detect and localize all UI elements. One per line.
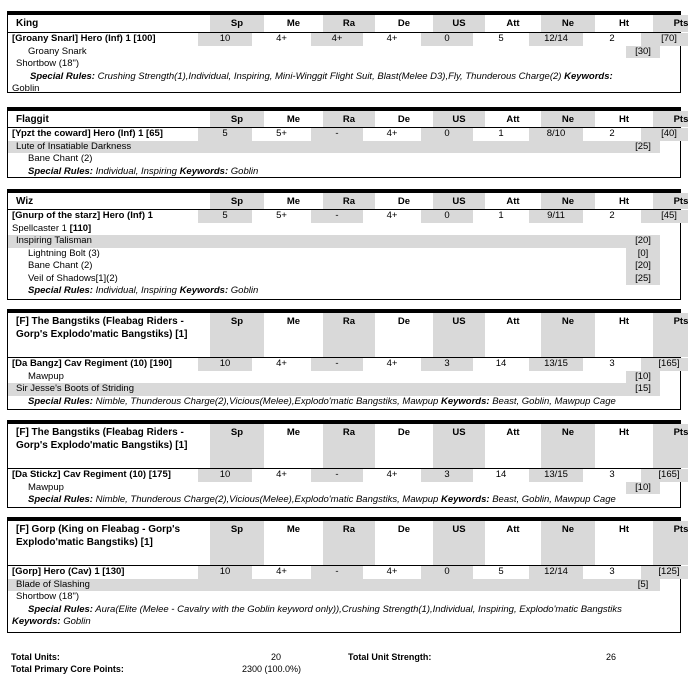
hero-row [8, 210, 680, 223]
keywords-label: Keywords: [179, 165, 229, 177]
total-units-value: 20 [271, 652, 282, 662]
equipment-points: [25] [626, 141, 660, 154]
equipment-name: Shortbow (18") [16, 58, 80, 69]
hero-row [8, 128, 680, 141]
col-header-att: Att [506, 427, 520, 438]
equipment-row [8, 46, 680, 59]
col-header-ne: Ne [541, 15, 595, 32]
equipment-points: [25] [626, 273, 660, 286]
equipment-row [8, 591, 680, 604]
stat-att: 5 [498, 566, 504, 577]
equipment-points: [10] [626, 371, 660, 384]
stat-ne: 13/15 [529, 469, 583, 482]
total-points-value: 2300 (100.0%) [242, 664, 302, 674]
col-header-us: US [433, 521, 485, 565]
stat-ne: 13/15 [529, 358, 583, 371]
equipment-points: [0] [626, 248, 660, 261]
equipment-name: Inspiring Talisman [8, 235, 626, 248]
stat-us: 0 [421, 128, 473, 141]
equipment-points: [20] [626, 260, 660, 273]
stat-us: 0 [421, 566, 473, 579]
col-header-de: De [397, 524, 411, 535]
col-header-me: Me [286, 114, 301, 125]
col-header-ht: Ht [618, 427, 630, 438]
equipment-name: Bane Chant (2) [28, 153, 93, 164]
equipment-name: Veil of Shadows[1](2) [28, 272, 118, 284]
keywords-row [8, 616, 680, 628]
stat-de: 4+ [386, 128, 398, 139]
col-header-sp: Sp [210, 313, 264, 357]
stat-sp: 10 [198, 33, 252, 46]
unit-header [8, 111, 688, 128]
unit-header [8, 15, 688, 33]
equipment-name: Shortbow (18") [16, 591, 80, 602]
col-header-ne: Ne [541, 521, 595, 565]
rules-label: Special Rules: [28, 395, 93, 407]
col-header-ht: Ht [618, 196, 630, 207]
stat-de: 4+ [386, 33, 398, 44]
stat-us: 0 [421, 210, 473, 223]
keywords-text: Goblin [230, 165, 259, 177]
rules-text: Nimble, Thunderous Charge(2),Vicious(Melee),Explodo'matic Bangstiks, Mawpup [95, 395, 439, 407]
col-header-ra: Ra [323, 15, 375, 32]
stat-att: 5 [498, 33, 504, 44]
keywords-label: Keywords: [12, 615, 61, 627]
rules-label: Special Rules: [28, 603, 93, 615]
equipment-points: [5] [626, 579, 660, 592]
stat-pts: [165] [641, 469, 688, 482]
col-header-ne: Ne [541, 313, 595, 357]
col-header-de: De [397, 18, 411, 29]
col-header-sp: Sp [210, 521, 264, 565]
col-header-us: US [433, 193, 485, 209]
hero-points: [110] [69, 222, 92, 234]
rules-label: Special Rules: [28, 285, 93, 296]
equipment-points [626, 58, 660, 71]
unit-card-flaggit [7, 107, 688, 178]
stat-sp: 5 [198, 210, 252, 223]
unit-header [8, 424, 688, 469]
stat-me: 4+ [276, 566, 287, 577]
unit-header [8, 193, 688, 210]
equipment-points: [15] [626, 383, 660, 396]
rules-text: Crushing Strength(1),Individual, Inspiring, Mini-Winggit Flight Suit, Blast(Melee D3),Fly, Thunderous Charge(2) [97, 70, 562, 82]
equipment-name: Bane Chant (2) [28, 260, 93, 271]
equipment-name: Mawpup [28, 481, 64, 493]
equipment-name: Mawpup [28, 370, 64, 382]
equipment-row [8, 248, 680, 261]
stat-att: 1 [498, 128, 504, 139]
stat-ra: - [311, 358, 363, 371]
equipment-row [8, 579, 680, 592]
total-strength-value: 26 [606, 652, 617, 662]
total-strength-label: Total Unit Strength: [348, 652, 432, 662]
unit-card-king [7, 11, 688, 94]
equipment-points: [30] [626, 46, 660, 59]
stat-ra: - [311, 210, 363, 223]
stat-ht: 2 [609, 128, 615, 139]
col-header-ne: Ne [541, 193, 595, 209]
col-header-ra: Ra [323, 521, 375, 565]
col-header-me: Me [286, 196, 301, 207]
equipment-row [8, 273, 680, 286]
equipment-name: Sir Jesse's Boots of Striding [8, 383, 626, 396]
total-units-label: Total Units: [11, 652, 60, 662]
unit-title: Flaggit [16, 114, 49, 125]
equipment-name: Blade of Slashing [8, 579, 626, 592]
unit-title: King [16, 18, 39, 29]
total-points-label: Total Primary Core Points: [11, 664, 124, 674]
keywords-text: Goblin [63, 615, 91, 627]
stat-ra: - [311, 128, 363, 141]
col-header-de: De [397, 114, 411, 125]
keywords-text: Beast, Goblin, Mawpup Cage [492, 494, 616, 505]
unit-card-wiz [7, 189, 688, 300]
keywords-row [8, 83, 680, 95]
col-header-ht: Ht [618, 316, 630, 327]
stat-att: 14 [495, 358, 507, 369]
rules-label: Special Rules: [28, 494, 93, 505]
hero-line: [Gnurp of the starz] Hero (Inf) 1 [12, 210, 153, 221]
unit-card-bangstiks-2 [7, 420, 688, 508]
col-header-ra: Ra [323, 424, 375, 468]
col-header-ne: Ne [541, 111, 595, 127]
col-header-de: De [397, 196, 411, 207]
col-header-pts: Pts [653, 521, 688, 565]
col-header-ht: Ht [618, 114, 630, 125]
keywords-text: Goblin [230, 285, 259, 296]
stat-ra: 4+ [311, 33, 363, 46]
equipment-row [8, 260, 680, 273]
col-header-ht: Ht [618, 524, 630, 535]
hero-row [8, 566, 680, 579]
equipment-points: [10] [626, 482, 660, 495]
col-header-me: Me [286, 18, 301, 29]
stat-sp: 10 [198, 566, 252, 579]
col-header-ra: Ra [323, 313, 375, 357]
keywords-text: Goblin [12, 82, 40, 94]
stat-me: 4+ [276, 33, 287, 44]
stat-sp: 5 [198, 128, 252, 141]
col-header-att: Att [506, 196, 520, 207]
totals [11, 652, 681, 676]
spellcaster-line: Spellcaster 1 [12, 222, 67, 234]
stat-me: 4+ [276, 469, 287, 480]
col-header-sp: Sp [210, 111, 264, 127]
equipment-name: Lute of Insatiable Darkness [8, 141, 626, 154]
special-rules [8, 396, 680, 408]
hero-line: [Da Stickz] Cav Regiment (10) [175] [12, 469, 171, 480]
rules-text: Nimble, Thunderous Charge(2),Vicious(Melee),Explodo'matic Bangstiks, Mawpup [95, 494, 439, 505]
unit-title: [F] Gorp (King on Fleabag - Gorp's Explodo'matic Bangstiks) [1] [16, 524, 181, 548]
stat-pts: [45] [641, 210, 688, 223]
keywords-label: Keywords: [179, 285, 229, 296]
col-header-att: Att [506, 316, 520, 327]
col-header-de: De [397, 427, 411, 438]
col-header-me: Me [286, 316, 301, 327]
col-header-us: US [433, 15, 485, 32]
rules-text: Aura(Elite (Melee - Cavalry with the Goblin keyword only)),Crushing Strength(1),Individual, Inspiring, Explodo'matic Bangstiks [95, 603, 622, 615]
special-rules [8, 604, 680, 616]
col-header-sp: Sp [210, 424, 264, 468]
keywords-label: Keywords: [564, 70, 613, 82]
col-header-ra: Ra [323, 193, 375, 209]
stat-me: 5+ [276, 210, 287, 221]
col-header-us: US [433, 313, 485, 357]
col-header-ra: Ra [323, 111, 375, 127]
unit-title: [F] The Bangstiks (Fleabag Riders - Gorp's Explodo'matic Bangstiks) [1] [16, 316, 188, 340]
equipment-name: Lightning Bolt (3) [28, 247, 100, 259]
col-header-ne: Ne [541, 424, 595, 468]
stat-pts: [125] [641, 566, 688, 579]
special-rules [8, 71, 680, 83]
stat-sp: 10 [198, 469, 252, 482]
stat-att: 14 [495, 469, 507, 480]
stat-me: 4+ [276, 358, 287, 369]
col-header-me: Me [286, 524, 301, 535]
equipment-points: [20] [626, 235, 660, 248]
unit-card-bangstiks-1 [7, 309, 688, 410]
stat-ra: - [311, 566, 363, 579]
stat-pts: [40] [641, 128, 688, 141]
keywords-label: Keywords: [440, 494, 490, 505]
special-rules [8, 285, 680, 297]
col-header-att: Att [506, 18, 520, 29]
unit-header [8, 313, 688, 358]
equipment-row [8, 371, 680, 384]
stat-ht: 3 [609, 358, 615, 369]
stat-us: 0 [421, 33, 473, 46]
unit-header [8, 521, 688, 566]
unit-card-gorp [7, 517, 688, 633]
col-header-pts: Pts [653, 193, 688, 209]
hero-line: [Groany Snarl] Hero (Inf) 1 [100] [12, 33, 156, 44]
stat-ht: 2 [609, 210, 615, 221]
col-header-att: Att [506, 524, 520, 535]
rules-text: Individual, Inspiring [95, 165, 177, 177]
hero-line: [Da Bangz] Cav Regiment (10) [190] [12, 358, 172, 369]
col-header-ht: Ht [618, 18, 630, 29]
stat-ne: 12/14 [529, 566, 583, 579]
col-header-pts: Pts [653, 313, 688, 357]
unit-title: Wiz [16, 196, 34, 207]
special-rules [8, 166, 680, 178]
stat-att: 1 [498, 210, 504, 221]
col-header-me: Me [286, 427, 301, 438]
rules-label: Special Rules: [28, 165, 93, 177]
equipment-row [8, 235, 680, 248]
col-header-sp: Sp [210, 15, 264, 32]
stat-ht: 3 [609, 469, 615, 480]
hero-line: [Gorp] Hero (Cav) 1 [130] [12, 566, 125, 577]
stat-ne: 12/14 [529, 33, 583, 46]
hero-row [8, 469, 680, 482]
col-header-sp: Sp [210, 193, 264, 209]
rules-label: Special Rules: [30, 70, 95, 82]
col-header-pts: Pts [653, 15, 688, 32]
col-header-att: Att [506, 114, 520, 125]
stat-pts: [70] [641, 33, 688, 46]
special-rules [8, 494, 680, 506]
stat-ht: 2 [609, 33, 615, 44]
hero-row-2 [8, 223, 680, 236]
equipment-points [626, 591, 660, 604]
stat-pts: [165] [641, 358, 688, 371]
stat-de: 4+ [386, 566, 398, 577]
stat-de: 4+ [386, 469, 398, 480]
col-header-us: US [433, 111, 485, 127]
col-header-pts: Pts [653, 424, 688, 468]
stat-ne: 8/10 [529, 128, 583, 141]
stat-de: 4+ [386, 358, 398, 369]
col-header-pts: Pts [653, 111, 688, 127]
stat-ra: - [311, 469, 363, 482]
stat-me: 5+ [276, 128, 287, 139]
equipment-row [8, 383, 680, 396]
equipment-name: Groany Snark [28, 45, 87, 57]
stat-ne: 9/11 [529, 210, 583, 223]
equipment-row [8, 153, 680, 166]
rules-text: Individual, Inspiring [95, 285, 177, 296]
equipment-points [626, 153, 660, 166]
col-header-de: De [397, 316, 411, 327]
hero-line: [Ypzt the coward] Hero (Inf) 1 [65] [12, 128, 163, 139]
keywords-text: Beast, Goblin, Mawpup Cage [492, 395, 616, 407]
stat-de: 4+ [386, 210, 398, 221]
equipment-row [8, 482, 680, 495]
stat-us: 3 [421, 358, 473, 371]
hero-row [8, 358, 680, 371]
col-header-us: US [433, 424, 485, 468]
keywords-label: Keywords: [440, 395, 490, 407]
unit-title: [F] The Bangstiks (Fleabag Riders - Gorp's Explodo'matic Bangstiks) [1] [16, 427, 188, 451]
equipment-row [8, 141, 680, 154]
stat-ht: 3 [609, 566, 615, 577]
hero-row [8, 33, 680, 46]
stat-us: 3 [421, 469, 473, 482]
stat-sp: 10 [198, 358, 252, 371]
equipment-row [8, 58, 680, 71]
